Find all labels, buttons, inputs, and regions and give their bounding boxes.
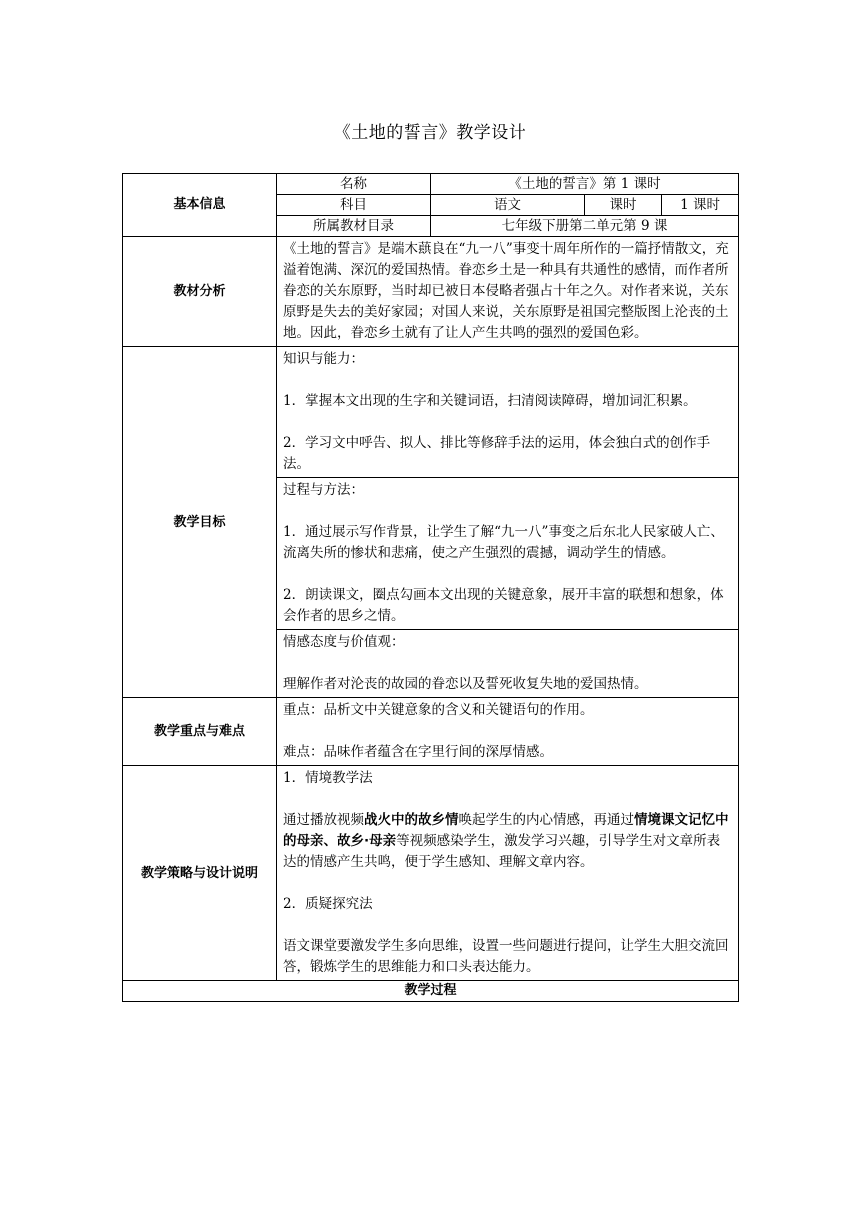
analysis-text	[277, 237, 739, 347]
process-header-row	[123, 981, 739, 1002]
strategy-1-title: 1．情境教学法	[283, 770, 373, 786]
analysis-header: 教材分析	[123, 237, 277, 347]
emotion-item-1: 理解作者对沦丧的故园的眷恋以及誓死收复失地的爱国热情。	[283, 676, 648, 692]
strategy-2-text: 语文课堂要激发学生多向思维，设置一些问题进行提问，让学生大胆交流回答，锻炼学生的思维能力和口头表达能力。	[283, 938, 729, 975]
strategy-row	[123, 766, 739, 981]
name-label: 名称	[277, 174, 431, 195]
subject-value: 语文	[431, 195, 585, 216]
analysis-row	[123, 237, 739, 347]
knowledge-item-2: 2．学习文中呼告、拟人、排比等修辞手法的运用，体会独白式的创作手法。	[283, 435, 711, 472]
goals-knowledge-cell	[277, 347, 739, 478]
strategy-1-bold-2: 情境课文记忆中的母亲、故乡·母亲	[283, 812, 729, 849]
page-title: 《土地的誓言》教学设计	[333, 123, 527, 143]
keypoint-difficult: 难点：品味作者蕴含在字里行间的深厚情感。	[283, 744, 553, 760]
period-label: 课时	[585, 195, 662, 216]
period-value: 1 课时	[662, 195, 739, 216]
strategy-1-post: 等视频感染学生，激发学习兴趣，引导学生对文章所表达的情感产生共鸣，便于学生感知、理解文章内容。	[283, 833, 721, 870]
emotion-title: 情感态度与价值观：	[283, 634, 405, 650]
strategy-1-bold-1: 战火中的故乡情	[364, 812, 459, 828]
name-value: 《土地的誓言》第 1 课时	[431, 174, 739, 195]
strategy-2-title: 2．质疑探究法	[283, 896, 373, 912]
process-item-1: 1．通过展示写作背景，让学生了解“九一八”事变之后东北人民家破人亡、流离失所的惨状和悲痛，使之产生强烈的震撼，调动学生的情感。	[283, 524, 724, 561]
keypoints-row	[123, 698, 739, 766]
process-item-2: 2．朗读课文，圈点勾画本文出现的关键意象，展开丰富的联想和想象，体会作者的思乡之情。	[283, 587, 724, 624]
catalog-label: 所属教材目录	[277, 216, 431, 237]
process-title: 过程与方法：	[283, 482, 364, 498]
basic-info-row-name	[123, 174, 739, 195]
strategy-header: 教学策略与设计说明	[123, 766, 277, 981]
catalog-value: 七年级下册第二单元第 9 课	[431, 216, 739, 237]
basic-info-header: 基本信息	[123, 174, 277, 237]
strategy-1-text	[283, 810, 732, 873]
goals-process-cell	[277, 478, 739, 630]
keypoints-cell	[277, 698, 739, 766]
strategy-1-mid: 唤起学生的内心情感，再通过	[458, 812, 634, 828]
subject-label: 科目	[277, 195, 431, 216]
knowledge-item-1: 1．掌握本文出现的生字和关键词语，扫清阅读障碍，增加词汇积累。	[283, 393, 697, 409]
process-header: 教学过程	[123, 981, 739, 1002]
strategy-cell	[277, 766, 739, 981]
goals-row-knowledge	[123, 347, 739, 478]
lesson-plan-table	[122, 173, 739, 1002]
analysis-paragraph: 《土地的誓言》是端木蕻良在“九一八”事变十周年所作的一篇抒情散文，充溢着饱满、深沉的爱国热情。眷恋乡土是一种具有共通性的感情，而作者所眷恋的关东原野，当时却已被日本侵略者强占十年之久。对作者来说，关东原野是失去的美好家园；对国人来说，关东原野是祖国完整版图上沦丧的土地。因此，眷恋乡土就有了让人产生共鸣的强烈的爱国色彩。	[283, 241, 729, 341]
goals-emotion-cell	[277, 630, 739, 698]
knowledge-title: 知识与能力：	[283, 351, 364, 367]
goals-header: 教学目标	[123, 347, 277, 698]
strategy-1-pre: 通过播放视频	[283, 812, 364, 828]
keypoints-header: 教学重点与难点	[123, 698, 277, 766]
keypoint-key: 重点：品析文中关键意象的含义和关键语句的作用。	[283, 702, 594, 718]
